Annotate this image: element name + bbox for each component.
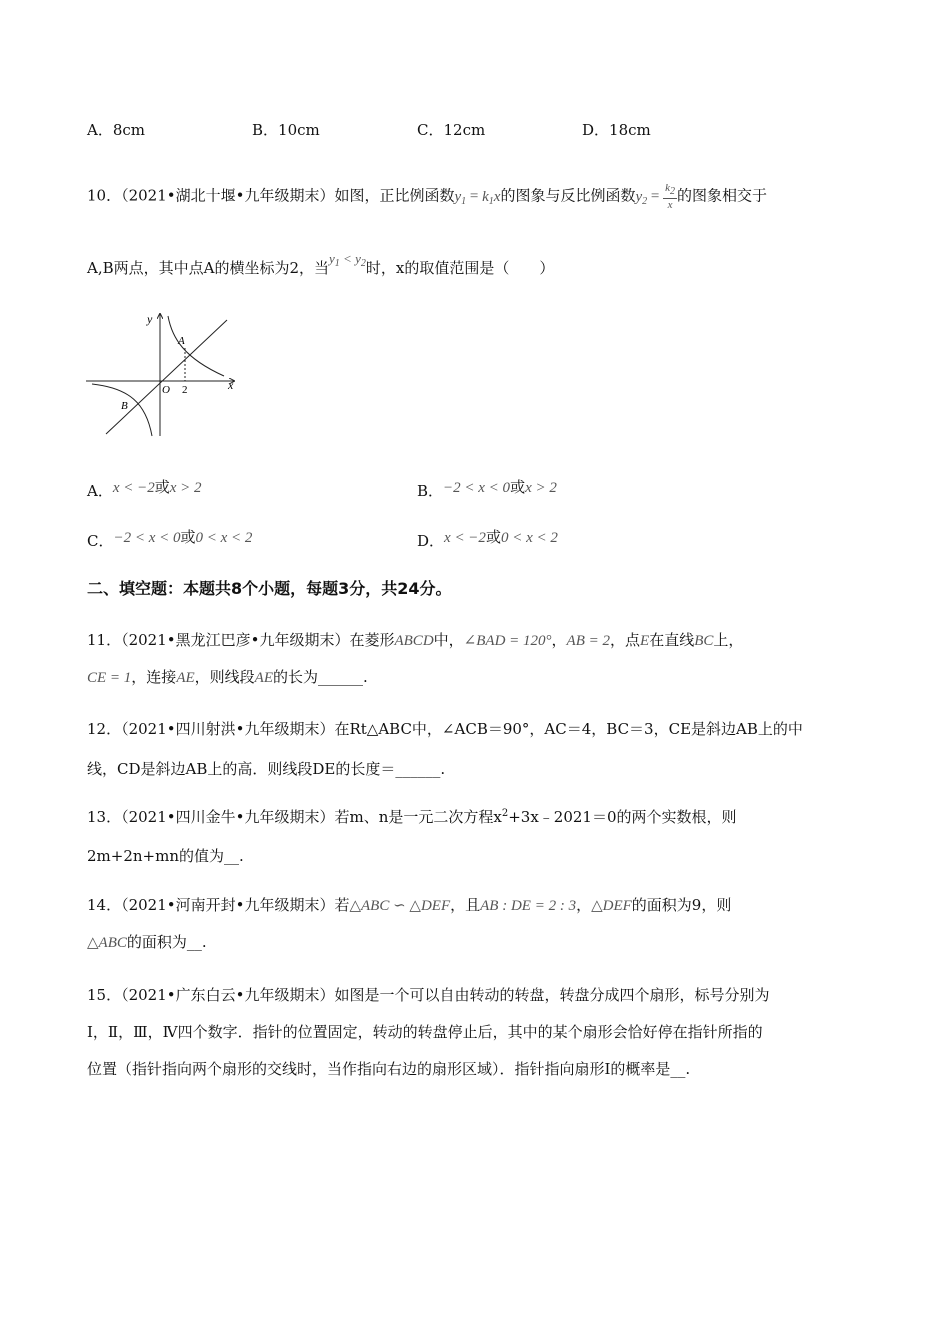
q14-line2: △ABC的面积为__.	[87, 933, 207, 951]
question-source: （2021•黑龙江巴彦•九年级期末）	[121, 631, 350, 649]
q10-eq1: =	[466, 188, 483, 205]
tick-2-label: 2	[182, 384, 188, 396]
question-source: （2021•河南开封•九年级期末）	[121, 896, 335, 914]
x-label: x	[228, 378, 234, 392]
q13-line2: 2m+2n+mn的值为__.	[87, 847, 244, 865]
origin-label: O	[162, 384, 170, 396]
question-number: 15．	[87, 986, 122, 1004]
point-b-label: B	[121, 400, 128, 412]
q12-line2: 线，CD是斜边AB上的高．则线段DE的长度＝______.	[87, 760, 446, 778]
q14-line1: 14．（2021•河南开封•九年级期末）若△ABC ∽ △DEF，且AB : DE = 2 : 3，△DEF的面积为9，则	[87, 896, 732, 914]
q9-option-a: A．8cm	[87, 121, 146, 139]
q13-line1: 13．（2021•四川金牛•九年级期末）若m、n是一元二次方程$x^2+3x﹣2021=0$的两个实数根，则	[87, 808, 737, 826]
question-number: 13．	[87, 808, 122, 826]
q10-k1x: $k_1x$	[482, 188, 501, 207]
q10-graph	[84, 308, 244, 438]
q10-eq2: =	[647, 188, 664, 205]
q10-text1: 如图，正比例函数	[334, 186, 455, 205]
q15-line1: 15．（2021•广东白云•九年级期末）如图是一个可以自由转动的转盘，转盘分成四个扇形，标号分别为	[87, 986, 770, 1004]
question-number: 10．	[87, 186, 122, 205]
q9-option-b: B．10cm	[252, 121, 320, 139]
q11-line1: 11．（2021•黑龙江巴彦•九年级期末）在菱形ABCD中，∠BAD = 120°，AB = 2，点E在直线BC上，	[87, 631, 744, 649]
q10-option-c: C．−2 < x < 0或0 < x < 2	[87, 528, 253, 550]
proportional-line	[106, 320, 227, 434]
question-source: （2021•四川射洪•九年级期末）	[121, 720, 335, 738]
q15-line2: Ⅰ，Ⅱ，Ⅲ，Ⅳ四个数字．指针的位置固定，转动的转盘停止后，其中的某个扇形会恰好停在指针所指的	[87, 1023, 763, 1041]
question-source: （2021•四川金牛•九年级期末）	[121, 808, 335, 826]
q10-option-a: A．x < −2或x > 2	[87, 478, 202, 500]
q10-inequality: $y_1 < y_2$	[329, 251, 366, 269]
q10-y1: $y_1$	[454, 188, 467, 207]
q10-option-d: D．x < −2或0 < x < 2	[417, 528, 558, 550]
q10-option-b: B．−2 < x < 0或x > 2	[417, 478, 557, 500]
question-number: 11．	[87, 631, 122, 649]
question-number: 12．	[87, 720, 122, 738]
point-a-label: A	[178, 335, 185, 347]
q10-line2-a: A,B两点，其中点A的横坐标为2，当	[87, 259, 330, 277]
q11-line2: CE = 1，连接AE，则线段AE的长为______.	[87, 668, 368, 686]
q10-line1	[87, 182, 767, 211]
q10-fraction: $\frac{k2}{x}$	[665, 182, 676, 211]
q10-text3: 的图象相交于	[677, 186, 768, 205]
y-label: y	[147, 312, 153, 326]
question-source: （2021•广东白云•九年级期末）	[121, 986, 335, 1004]
section-2-heading: 二、填空题：本题共8个小题，每题3分，共24分。	[87, 579, 452, 598]
q10-y2: $y_2$	[635, 188, 648, 207]
q10-line2-b: 时，x的取值范围是（ ）	[365, 259, 555, 277]
q9-option-c: C．12cm	[417, 121, 486, 139]
question-number: 14．	[87, 896, 122, 914]
q9-option-d: D．18cm	[582, 121, 651, 139]
q15-line3: 位置（指针指向两个扇形的交线时，当作指向右边的扇形区域）．指针指向扇形Ⅰ的概率是__.	[87, 1060, 691, 1078]
question-source: （2021•湖北十堰•九年级期末）	[121, 186, 335, 205]
q12-line1: 12．（2021•四川射洪•九年级期末）在Rt△ABC中，∠ACB＝90°，AC＝4，BC＝3，CE是斜边AB上的中	[87, 720, 803, 738]
q10-text2: 的图象与反比例函数	[500, 186, 636, 205]
q10-line2	[87, 251, 555, 279]
